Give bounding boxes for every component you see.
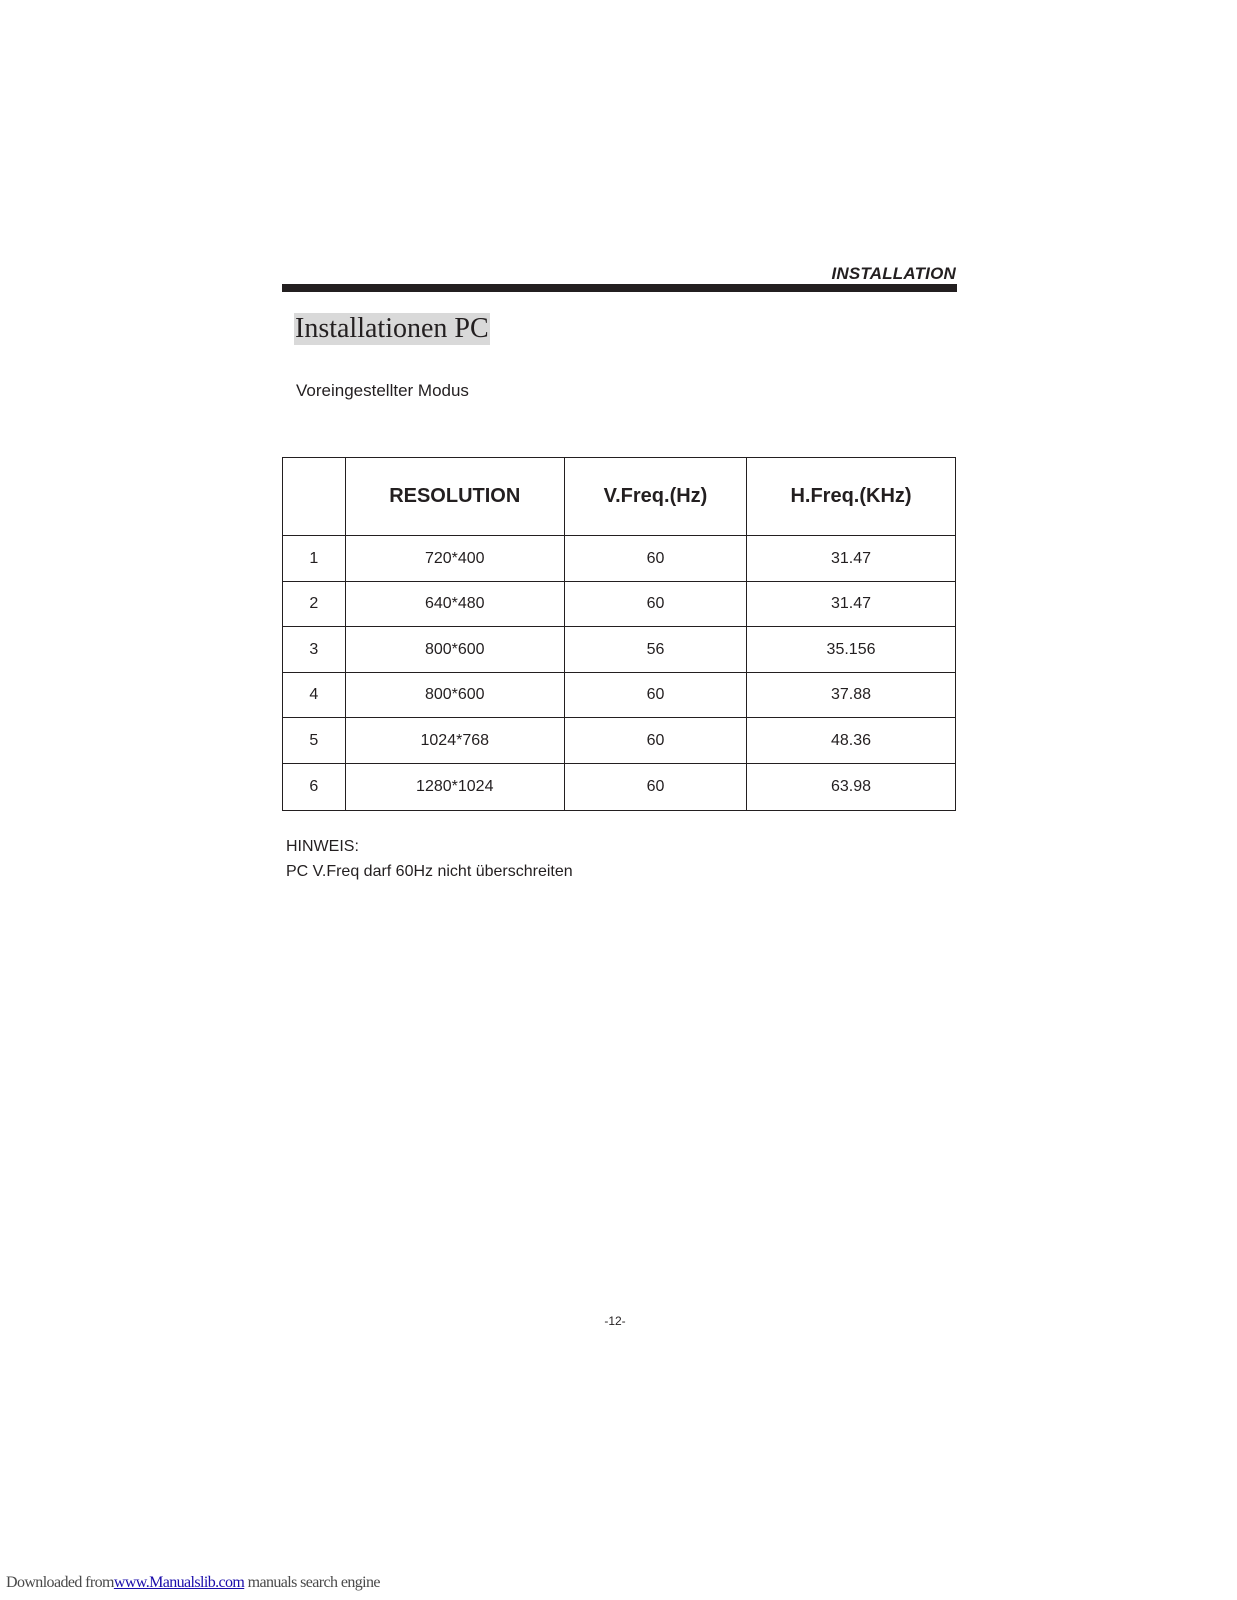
cell-hfreq: 31.47 <box>747 536 956 582</box>
download-footer <box>6 1574 380 1592</box>
section-label: INSTALLATION <box>831 264 956 283</box>
cell-vfreq: 56 <box>564 627 746 673</box>
table-row <box>283 536 956 582</box>
footer-suffix: manuals search engine <box>244 1574 380 1591</box>
cell-hfreq: 37.88 <box>747 673 956 718</box>
table-row <box>283 718 956 764</box>
page-title: Installationen PC <box>295 313 489 344</box>
preset-mode-table <box>282 457 956 811</box>
table-row <box>283 627 956 673</box>
note-text: PC V.Freq darf 60Hz nicht überschreiten <box>286 863 573 880</box>
cell-hfreq: 48.36 <box>747 718 956 764</box>
cell-vfreq: 60 <box>564 582 746 627</box>
manualslib-link[interactable]: www.Manualslib.com <box>113 1574 245 1591</box>
note-heading: HINWEIS: <box>286 838 359 855</box>
header-vfreq: V.Freq.(Hz) <box>564 458 746 536</box>
table-row <box>283 764 956 811</box>
cell-resolution: 800*600 <box>345 673 564 718</box>
header-resolution: RESOLUTION <box>345 458 564 536</box>
header-hfreq: H.Freq.(KHz) <box>747 458 956 536</box>
cell-number: 6 <box>283 764 346 811</box>
cell-vfreq: 60 <box>564 764 746 811</box>
page-number: -12- <box>604 1314 626 1328</box>
cell-resolution: 1280*1024 <box>345 764 564 811</box>
header-number <box>283 458 346 536</box>
table-header-row <box>283 458 956 536</box>
cell-resolution: 640*480 <box>345 582 564 627</box>
table-row <box>283 673 956 718</box>
cell-hfreq: 31.47 <box>747 582 956 627</box>
cell-vfreq: 60 <box>564 673 746 718</box>
cell-hfreq: 63.98 <box>747 764 956 811</box>
cell-number: 5 <box>283 718 346 764</box>
cell-number: 2 <box>283 582 346 627</box>
cell-number: 3 <box>283 627 346 673</box>
cell-resolution: 800*600 <box>345 627 564 673</box>
cell-hfreq: 35.156 <box>747 627 956 673</box>
cell-number: 1 <box>283 536 346 582</box>
table-body <box>283 536 956 811</box>
subtitle: Voreingestellter Modus <box>296 381 469 400</box>
cell-resolution: 1024*768 <box>345 718 564 764</box>
footer-prefix: Downloaded from <box>6 1574 114 1591</box>
cell-number: 4 <box>283 673 346 718</box>
cell-vfreq: 60 <box>564 718 746 764</box>
table-row <box>283 582 956 627</box>
header-rule <box>282 284 957 292</box>
cell-vfreq: 60 <box>564 536 746 582</box>
cell-resolution: 720*400 <box>345 536 564 582</box>
